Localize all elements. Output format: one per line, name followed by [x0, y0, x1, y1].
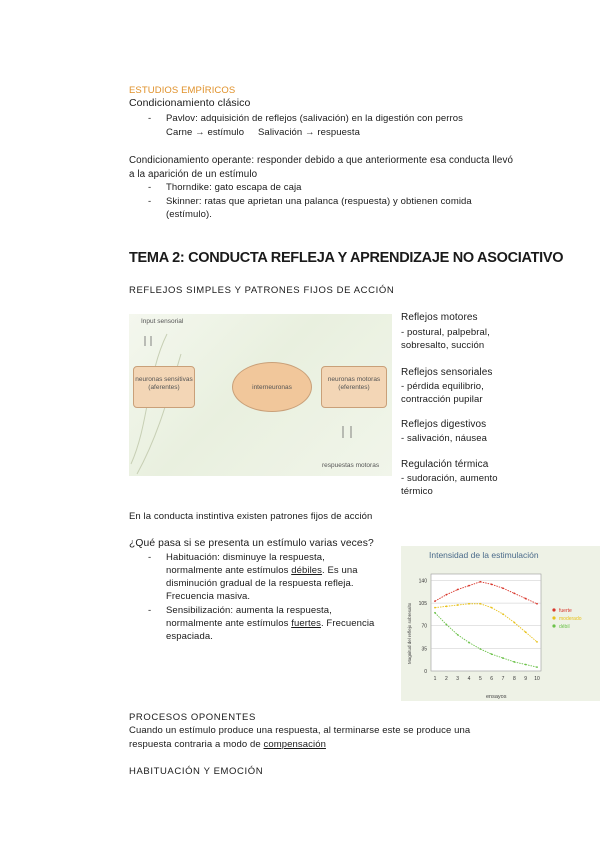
operant-line-1: Condicionamiento operante: responder debido a que anteriormente esa conducta llevó	[129, 155, 513, 166]
chart-ylabel: Magnitud del reflejo sobresalto	[407, 602, 412, 664]
reflex-detail: - pérdida equilibrio,	[401, 381, 484, 392]
salivacion-text: Salivación → respuesta	[258, 127, 361, 138]
plot-area	[431, 574, 541, 671]
y-tick-label: 35	[421, 646, 427, 653]
procesos-line-1: Cuando un estímulo produce una respuesta, al terminarse este se produce una	[129, 725, 471, 736]
legend-label-moderado: moderado	[559, 616, 582, 622]
tema2-subtitle: REFLEJOS SIMPLES Y PATRONES FIJOS DE ACCIÓN	[129, 285, 395, 296]
bullet-dash: -	[148, 196, 152, 207]
carne-text: Carne → estímulo	[166, 127, 245, 138]
section-title-estudios: ESTUDIOS EMPÍRICOS	[129, 85, 236, 96]
series-point-moderado	[536, 641, 538, 643]
sensitization-line: Sensibilización: aumenta la respuesta,	[166, 605, 332, 616]
underlined-word: débiles	[291, 565, 323, 576]
bullet-dash: -	[148, 113, 152, 124]
y-tick-label: 140	[418, 578, 427, 585]
instinct-text: En la conducta instintiva existen patrones fijos de acción	[129, 511, 373, 522]
legend-marker-fuerte	[552, 608, 555, 611]
underlined-word: compensación	[263, 739, 326, 750]
series-point-débil	[536, 666, 538, 668]
reflex-heading: Reflejos sensoriales	[401, 367, 493, 378]
classical-heading: Condicionamiento clásico	[129, 97, 251, 109]
legend-marker-moderado	[552, 616, 555, 619]
habituation-line: normalmente ante estímulos débiles. Es una	[166, 565, 358, 576]
reflex-detail: - sudoración, aumento	[401, 473, 498, 484]
pavlov-text: Pavlov: adquisición de reflejos (salivación) en la digestión con perros	[166, 113, 464, 124]
y-tick-label: 105	[418, 601, 427, 608]
underlined-word: fuertes	[291, 618, 321, 629]
bullet-dash: -	[148, 552, 152, 563]
procesos-line-2: respuesta contraria a modo de compensación	[129, 739, 326, 750]
x-tick-label: 2	[444, 676, 448, 682]
reflex-detail: - postural, palpebral,	[401, 327, 490, 338]
y-tick-label: 0	[424, 669, 427, 675]
interneurons-ellipse: interneuronas	[232, 362, 312, 412]
reflex-detail: contracción pupilar	[401, 394, 483, 405]
sensory-neurons-box: neuronas sensitivas (aferentes)	[133, 366, 195, 408]
motor-neurons-box: neuronas motoras (eferentes)	[321, 366, 387, 408]
series-point-fuerte	[536, 603, 538, 605]
reflex-heading: Reflejos digestivos	[401, 419, 487, 430]
reflex-detail: - salivación, náusea	[401, 433, 487, 444]
reflex-heading: Regulación térmica	[401, 459, 489, 470]
habituation-line: disminución gradual de la respuesta refleja.	[166, 578, 354, 589]
legend-label-débil: débil	[559, 624, 570, 630]
x-tick-label: 3	[456, 676, 460, 682]
output-label: respuestas motoras	[322, 462, 380, 469]
x-tick-label: 5	[478, 676, 482, 682]
input-label: Input sensorial	[141, 318, 184, 325]
x-tick-label: 4	[467, 676, 471, 682]
chart-svg	[401, 546, 600, 701]
reflex-detail: sobresalto, succión	[401, 340, 485, 351]
chart-title: Intensidad de la estimulación	[429, 550, 539, 560]
sensitization-block	[166, 604, 374, 643]
habituation-line: Frecuencia masiva.	[166, 591, 251, 602]
skinner-text-2: (estímulo).	[166, 209, 212, 220]
skinner-text-1: Skinner: ratas que aprietan una palanca (respuesta) y obtienen comida	[166, 196, 472, 207]
habituation-block	[166, 551, 358, 603]
x-tick-label: 1	[433, 676, 437, 682]
thorndike-text: Thorndike: gato escapa de caja	[166, 182, 302, 193]
sensitization-line: espaciada.	[166, 631, 213, 642]
x-tick-label: 7	[501, 676, 505, 682]
x-tick-label: 10	[534, 676, 540, 682]
tema2-title: TEMA 2: CONDUCTA REFLEJA Y APRENDIZAJE NO ASOCIATIVO	[129, 250, 564, 266]
x-tick-label: 6	[490, 676, 494, 682]
reflex-heading: Reflejos motores	[401, 312, 478, 323]
legend-marker-débil	[552, 624, 555, 627]
chart-xlabel: ensayos	[486, 694, 507, 700]
reflex-arc-diagram	[129, 314, 392, 476]
legend-label-fuerte: fuerte	[559, 608, 572, 614]
x-tick-label: 9	[524, 676, 528, 682]
y-tick-label: 70	[421, 623, 427, 630]
stimulation-intensity-chart	[401, 546, 600, 701]
question-text: ¿Qué pasa si se presenta un estímulo varias veces?	[129, 538, 374, 549]
reflex-detail: térmico	[401, 486, 433, 497]
operant-line-2: a la aparición de un estímulo	[129, 169, 258, 180]
bullet-dash: -	[148, 182, 152, 193]
bullet-dash: -	[148, 605, 152, 616]
sensitization-line: normalmente ante estímulos fuertes. Frecuencia	[166, 618, 375, 629]
procesos-title: PROCESOS OPONENTES	[129, 712, 256, 723]
habituacion-emocion-title: HABITUACIÓN Y EMOCIÓN	[129, 766, 264, 777]
habituation-line: Habituación: disminuye la respuesta,	[166, 552, 325, 563]
x-tick-label: 8	[512, 676, 516, 682]
reflex-list	[401, 311, 498, 498]
